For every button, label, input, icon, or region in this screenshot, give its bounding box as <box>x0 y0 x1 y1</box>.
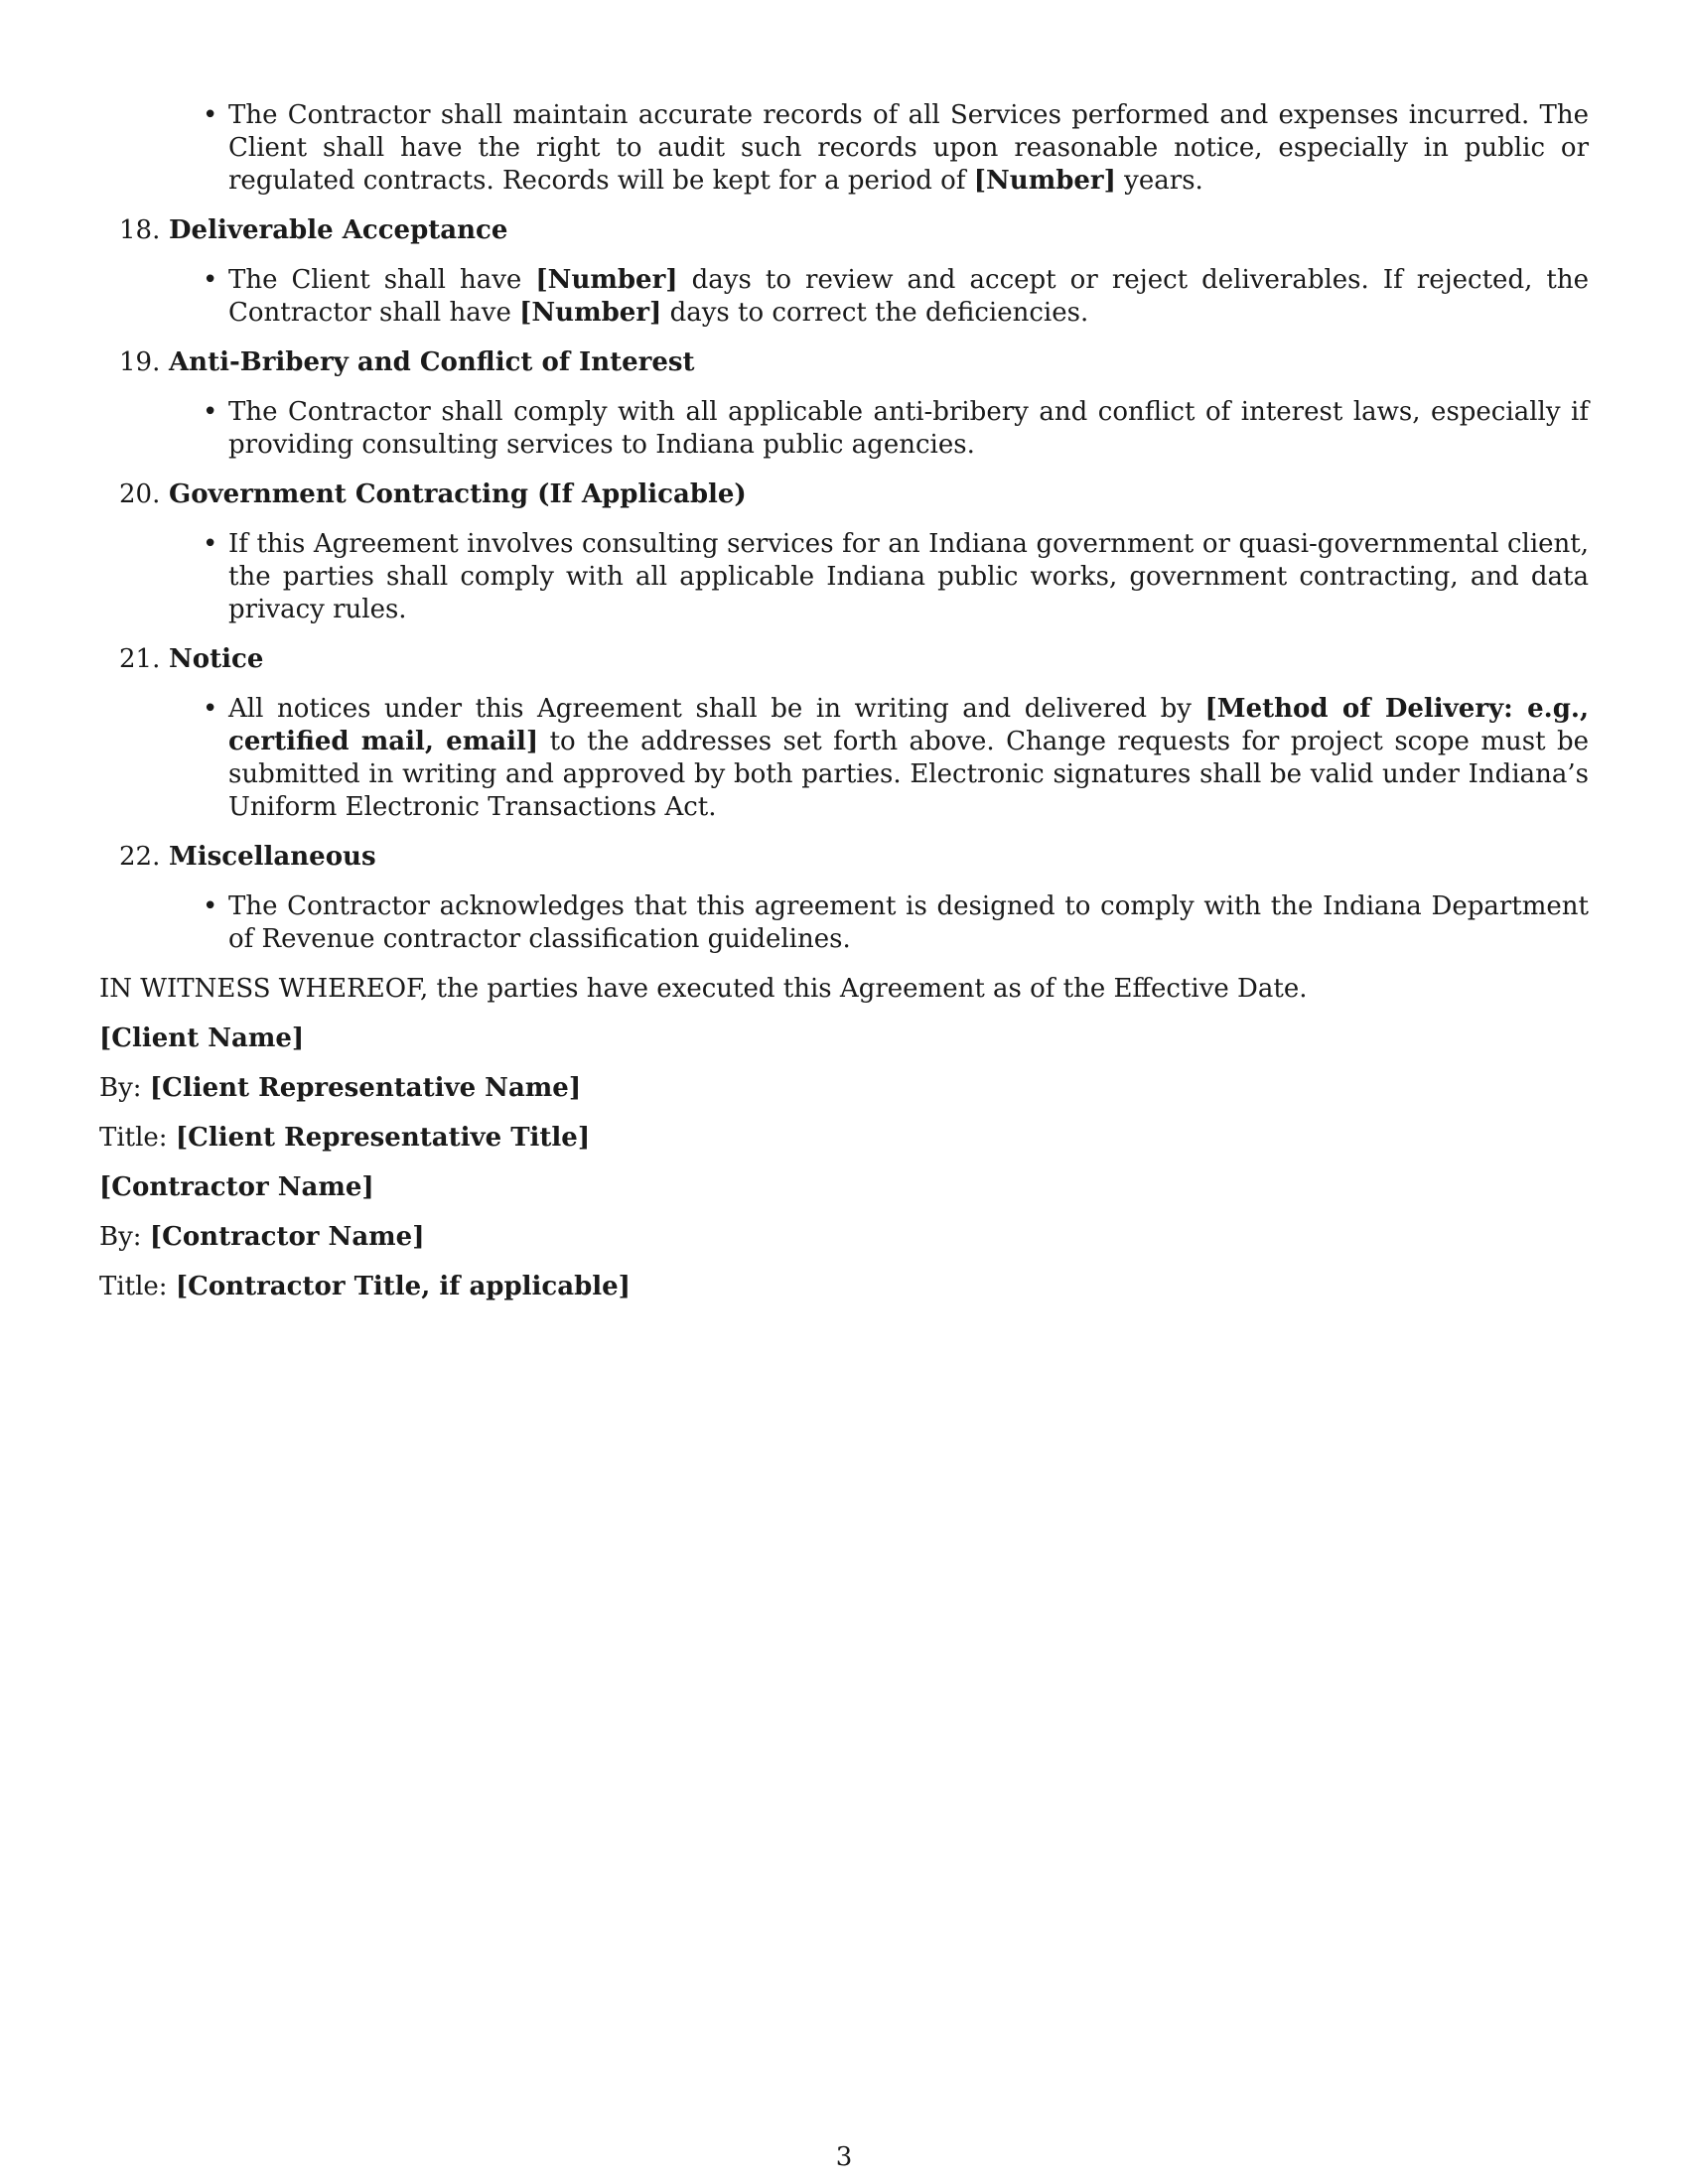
item-17-bullet: • The Contractor shall maintain accurate records of all Services performed and expenses incurred. The Client shall have the right to audit such records upon reasonable notice, especially in public or regulated contracts. Records will be kept for a period of [Number] years. <box>203 100 1589 196</box>
witness-statement: IN WITNESS WHEREOF, the parties have executed this Agreement as of the Effective Date. <box>99 974 1308 1004</box>
section-heading-18: 18. Deliverable Acceptance <box>119 215 508 245</box>
page-number: 3 <box>835 2142 853 2172</box>
bullet-icon: • <box>203 529 218 559</box>
item-21-bullet: • All notices under this Agreement shall be in writing and delivered by [Method of Delivery: e.g., certified mail, email] to the addresses set forth above. Change requests for project scope must be submitted in writing and approved by both parties. Electronic signatures shall be valid under Indiana’s Uniform Electronic Transactions Act. <box>203 694 1589 822</box>
section-heading-19: 19. Anti-Bribery and Conflict of Interest <box>119 347 695 377</box>
bullet-icon: • <box>203 694 218 724</box>
bullet-icon: • <box>203 265 218 295</box>
item-19-bullet: • The Contractor shall comply with all applicable anti-bribery and conflict of interest laws, especially if providing consulting services to Indiana public agencies. <box>203 397 1589 460</box>
item-18-bullet: • The Client shall have [Number] days to review and accept or reject deliverables. If rejected, the Contractor shall have [Number] days to correct the deficiencies. <box>203 265 1589 328</box>
contractor-by-line: By: [Contractor Name] <box>99 1222 425 1252</box>
bullet-icon: • <box>203 100 218 130</box>
client-title-line: Title: [Client Representative Title] <box>99 1123 591 1153</box>
document-page <box>99 99 1589 1320</box>
section-heading-22: 22. Miscellaneous <box>119 842 376 872</box>
section-heading-20: 20. Government Contracting (If Applicable) <box>119 479 747 509</box>
section-heading-21: 21. Notice <box>119 644 264 674</box>
item-22-bullet: • The Contractor acknowledges that this agreement is designed to comply with the Indiana Department of Revenue contractor classification guidelines. <box>203 891 1589 954</box>
bullet-icon: • <box>203 891 218 921</box>
client-by-line: By: [Client Representative Name] <box>99 1073 582 1103</box>
client-name: [Client Name] <box>99 1024 305 1053</box>
contractor-name: [Contractor Name] <box>99 1172 374 1202</box>
item-20-bullet: • If this Agreement involves consulting services for an Indiana government or quasi-governmental client, the parties shall comply with all applicable Indiana public works, government contracting, and data privacy rules. <box>203 529 1589 624</box>
bullet-icon: • <box>203 397 218 427</box>
contractor-title-line: Title: [Contractor Title, if applicable] <box>99 1272 631 1301</box>
